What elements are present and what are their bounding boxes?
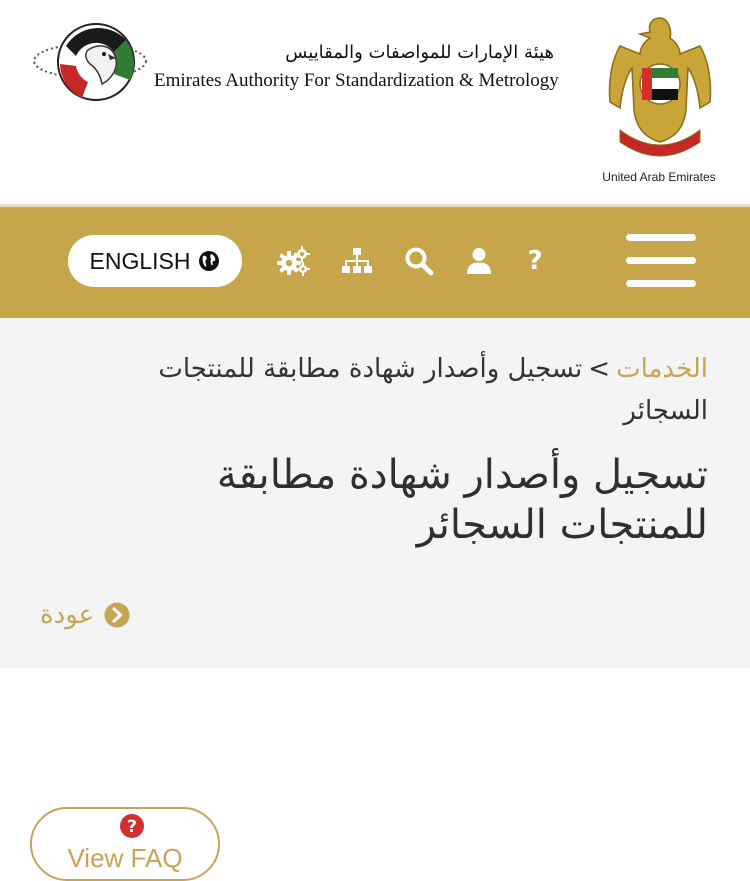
esma-name-arabic: هيئة الإمارات للمواصفات والمقاييس bbox=[285, 42, 554, 63]
sitemap-icon[interactable] bbox=[340, 245, 374, 277]
breadcrumb bbox=[68, 348, 708, 432]
user-icon[interactable] bbox=[462, 245, 496, 277]
uae-caption: United Arab Emirates bbox=[602, 170, 716, 184]
main-nav-bar bbox=[0, 204, 750, 318]
back-link[interactable] bbox=[40, 600, 130, 630]
uae-logo[interactable] bbox=[596, 10, 722, 190]
breadcrumb-services-link[interactable]: الخدمات bbox=[616, 354, 708, 384]
page-title-band bbox=[0, 318, 750, 668]
esma-logo[interactable] bbox=[30, 16, 559, 106]
search-icon[interactable] bbox=[402, 245, 436, 277]
help-icon[interactable]: ? bbox=[527, 246, 543, 276]
site-header bbox=[0, 0, 750, 204]
breadcrumb-current: تسجيل وأصدار شهادة مطابقة للمنتجات السجائر bbox=[158, 354, 708, 426]
language-switch-button[interactable] bbox=[68, 235, 242, 287]
menu-icon[interactable] bbox=[626, 234, 696, 288]
svg-text:?: ? bbox=[127, 817, 137, 837]
view-faq-label: View FAQ bbox=[67, 843, 183, 873]
language-label: ENGLISH bbox=[89, 247, 191, 274]
page-title: تسجيل وأصدار شهادة مطابقة للمنتجات السجائر bbox=[216, 452, 708, 548]
breadcrumb-separator: > bbox=[588, 354, 611, 384]
settings-gears-icon[interactable] bbox=[276, 245, 310, 277]
globe-icon bbox=[198, 250, 220, 272]
back-label: عودة bbox=[40, 600, 95, 630]
uae-eagle-emblem-icon bbox=[600, 10, 720, 170]
question-circle-icon bbox=[119, 813, 145, 839]
esma-name-english: Emirates Authority For Standardization & Metrology bbox=[154, 70, 559, 91]
view-faq-button[interactable] bbox=[30, 807, 220, 881]
chevron-right-circle-icon bbox=[104, 602, 130, 628]
esma-falcon-emblem-icon bbox=[30, 16, 150, 106]
